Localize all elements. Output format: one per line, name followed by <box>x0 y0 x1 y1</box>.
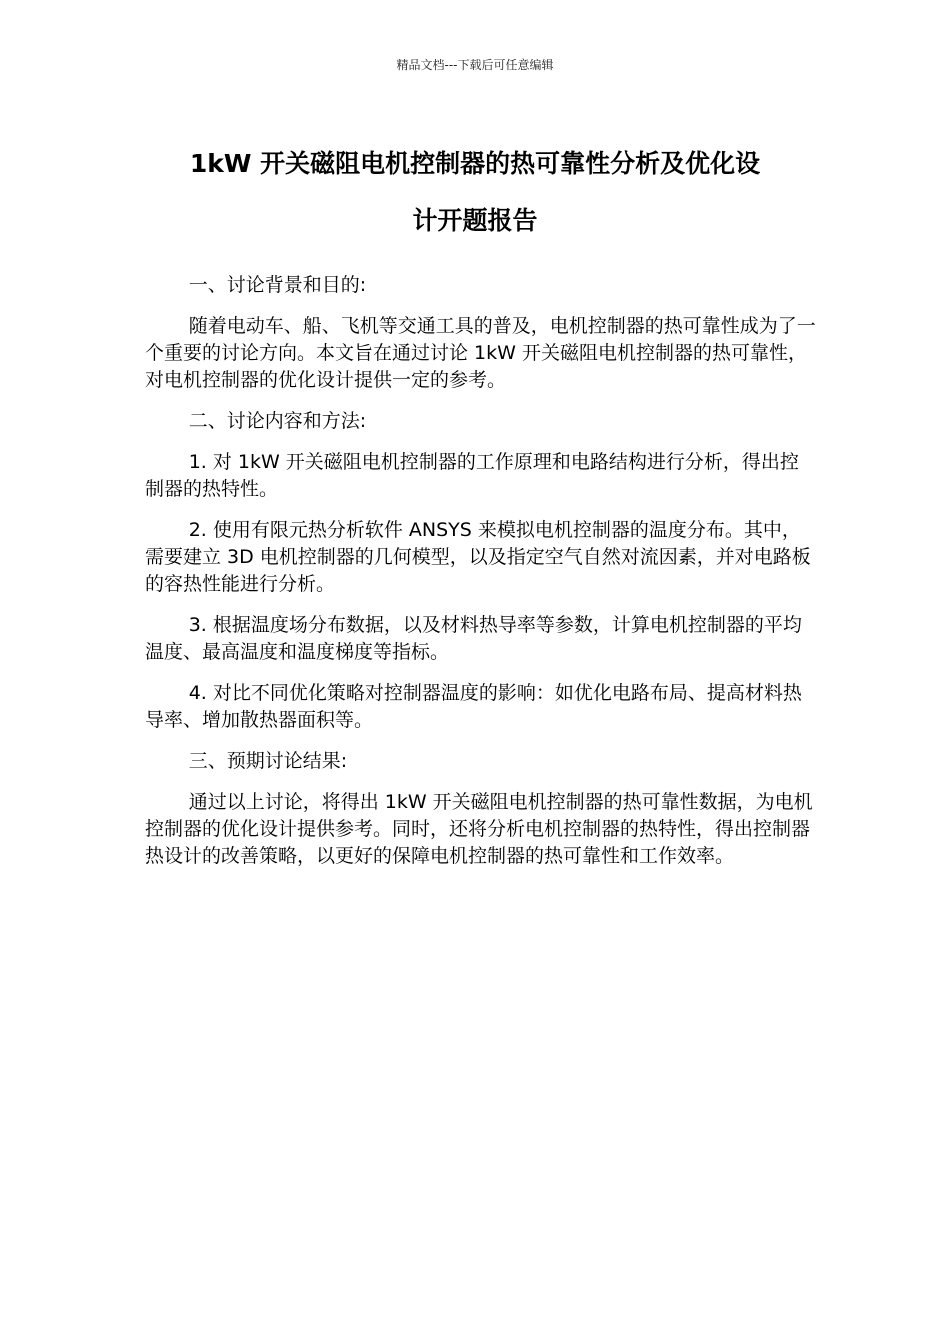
title-line-2: 计开题报告 <box>412 206 538 235</box>
paragraph-results: 通过以上讨论，将得出 1kW 开关磁阻电机控制器的热可靠性数据，为电机控制器的优化设计提供参考。同时，还将分析电机控制器的热特性，得出控制器热设计的改善策略，以更好的保障电机控制器的热可靠性和工作效率。 <box>145 791 813 867</box>
list-item-4: 4. 对比不同优化策略对控制器温度的影响：如优化电路布局、提高材料热导率、增加散热器面积等。 <box>145 682 802 731</box>
title-line-1: 1kW 开关磁阻电机控制器的热可靠性分析及优化设 <box>189 149 761 178</box>
list-item-3: 3. 根据温度场分布数据，以及材料热导率等参数，计算电机控制器的平均温度、最高温度和温度梯度等指标。 <box>145 614 802 663</box>
section-heading-background: 一、讨论背景和目的: <box>188 274 367 296</box>
list-item-2: 2. 使用有限元热分析软件 ANSYS 来模拟电机控制器的温度分布。其中，需要建立 3D 电机控制器的几何模型，以及指定空气自然对流因素，并对电路板的容热性能进行分析。 <box>145 519 811 595</box>
document-body <box>145 272 817 884</box>
list-item-1: 1. 对 1kW 开关磁阻电机控制器的工作原理和电路结构进行分析，得出控制器的热特性。 <box>145 451 799 500</box>
document-title <box>140 135 810 249</box>
section-heading-content: 二、讨论内容和方法: <box>188 410 367 432</box>
page-header: 精品文档---下载后可任意编辑 <box>396 58 554 72</box>
section-heading-results: 三、预期讨论结果: <box>188 750 348 772</box>
paragraph-background: 随着电动车、船、飞机等交通工具的普及，电机控制器的热可靠性成为了一个重要的讨论方向。本文旨在通过讨论 1kW 开关磁阻电机控制器的热可靠性，对电机控制器的优化设计提供一定的参考。 <box>145 315 816 391</box>
